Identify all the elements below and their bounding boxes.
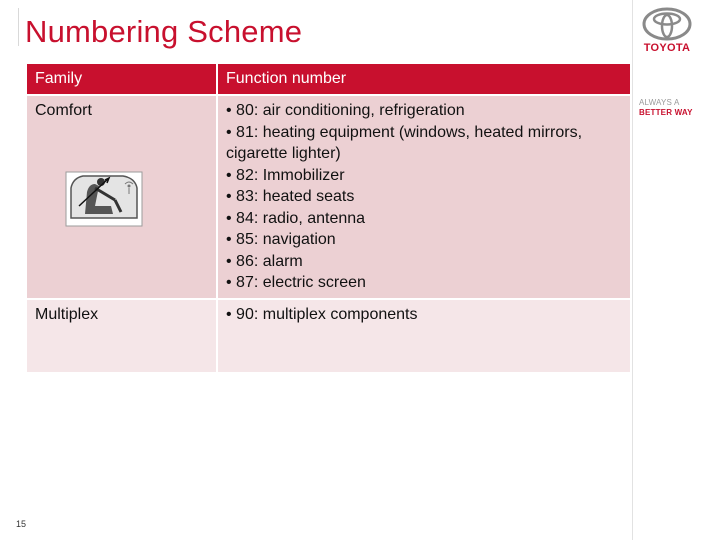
- family-label: Comfort: [35, 102, 92, 119]
- numbering-table-container: [25, 62, 630, 374]
- numbering-table: [25, 62, 632, 374]
- function-list: [226, 100, 622, 294]
- slide-title: Numbering Scheme: [25, 14, 303, 49]
- function-cell: [217, 95, 631, 299]
- list-item: • 90: multiplex components: [226, 305, 418, 323]
- family-label: Multiplex: [35, 305, 99, 323]
- function-cell: [217, 299, 631, 373]
- page-number: 15: [16, 519, 27, 529]
- car-seat-occupant-icon: [65, 166, 143, 228]
- function-list: [226, 304, 622, 326]
- table-row: [26, 299, 631, 373]
- list-item: • 82: Immobilizer: [226, 166, 345, 184]
- toyota-emblem-icon: [641, 6, 693, 42]
- tagline-line-2: BETTER WAY: [639, 108, 693, 117]
- list-item: • 86: alarm: [226, 252, 303, 270]
- title-divider: [18, 8, 19, 46]
- list-item: • 80: air conditioning, refrigeration: [226, 102, 465, 119]
- list-item: • 81: heating equipment (windows, heated mirrors, cigarette lighter): [226, 123, 583, 162]
- table-header-row: [26, 63, 631, 95]
- tagline-line-1: ALWAYS A: [639, 98, 680, 107]
- list-item: • 84: radio, antenna: [226, 209, 366, 227]
- family-cell: [26, 95, 217, 299]
- table-row: [26, 95, 631, 299]
- list-item: • 87: electric screen: [226, 274, 366, 291]
- brand-tagline: [639, 98, 693, 118]
- family-cell: [26, 299, 217, 373]
- brand-wordmark: TOYOTA: [643, 42, 691, 54]
- list-item: • 83: heated seats: [226, 188, 355, 205]
- brand-panel: [632, 0, 720, 540]
- header-family: Family: [26, 63, 217, 95]
- list-item: • 85: navigation: [226, 231, 336, 248]
- header-function-number: Function number: [217, 63, 631, 95]
